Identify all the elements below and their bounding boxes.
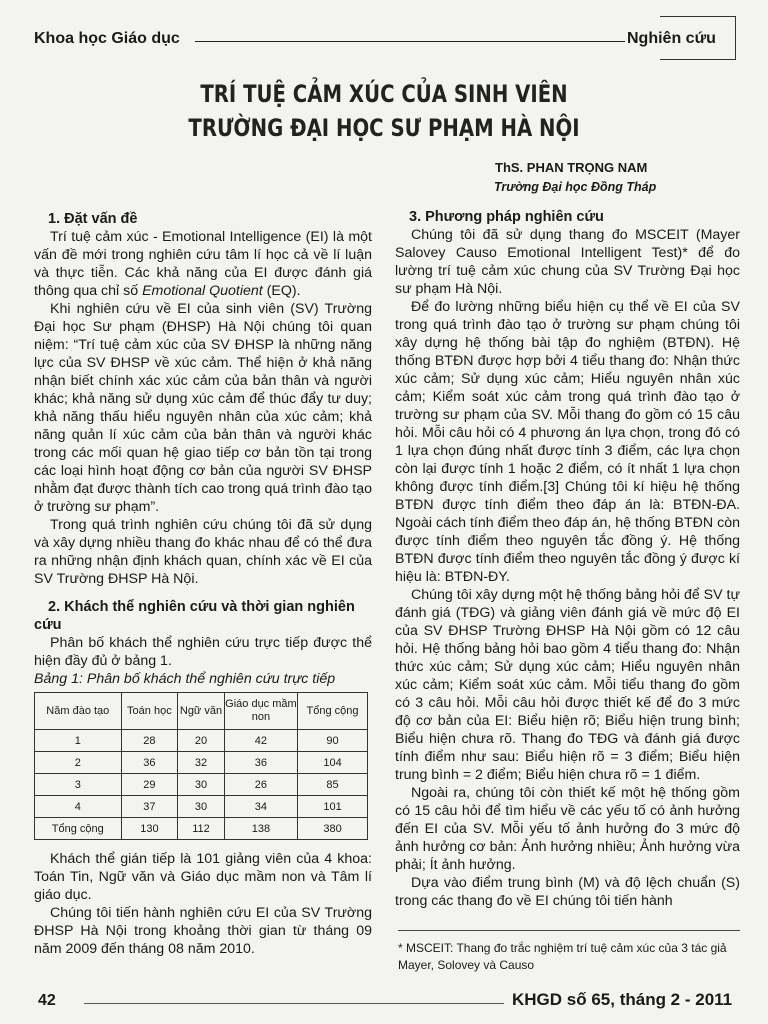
- section-2-paragraph-3: Chúng tôi tiến hành nghiên cứu EI của SV Trường ĐHSP Hà Nội trong khoảng thời gian từ tháng 09 năm 2009 đến tháng 08 năm 2010.: [34, 905, 372, 957]
- table-cell: 90: [298, 730, 368, 752]
- table-cell: 37: [121, 796, 178, 818]
- table-header-cell: Năm đào tạo: [35, 693, 122, 730]
- journal-section: Khoa học Giáo dục: [34, 30, 180, 47]
- table-cell: 2: [35, 752, 122, 774]
- table-cell: 138: [224, 818, 297, 840]
- table-header-row: [35, 693, 368, 730]
- article-title-line-2: TRƯỜNG ĐẠI HỌC SƯ PHẠM HÀ NỘI: [188, 114, 580, 142]
- table-cell: 130: [121, 818, 178, 840]
- section-3-paragraph-2: Để đo lường những biểu hiện cụ thể về EI của SV trong quá trình đào tạo ở trường sư phạm chúng tôi xây dựng hệ thống bài tập đo nghiệm (BTĐN). Hệ thống BTĐN được hợp bởi 4 tiểu thang đo: Nhận thức xúc cảm; Sử dụng xúc cảm; Hiểu nguyên nhân xúc cảm; Kiểm soát xúc cảm trong quá trình đào tạo ở trường sư phạm của SV. Mỗi thang đo gồm có 15 câu hỏi. Mỗi câu hỏi có 4 phương án lựa chọn, trong đó có 1 lựa chọn đúng nhất được tính 3 điểm, các lựa chọn còn lại được tính 1 hoặc 2 điểm, có ít nhất 1 lựa chọn không được tính điểm.[3] Chúng tôi kí hiệu hệ thống BTĐN được tính điểm theo đáp án là: BTĐN-ĐA. Ngoài cách tính điểm theo đáp án, hệ thống BTĐN còn được tính điểm theo nguyên tắc đồng ý. Hệ thống BTĐN được tính điểm theo nguyên tắc đồng ý được kí hiệu là: BTĐN-ĐY.: [395, 299, 740, 585]
- table-cell: 30: [178, 796, 225, 818]
- header-rule: [195, 41, 625, 42]
- table-cell: 112: [178, 818, 225, 840]
- table-header-cell: Tổng cộng: [298, 693, 368, 730]
- section-1-heading: 1. Đặt vấn đề: [48, 211, 138, 227]
- section-1-paragraph-2: Khi nghiên cứu về EI của sinh viên (SV) Trường Đại học Sư phạm (ĐHSP) Hà Nội chúng tôi quan niệm: “Trí tuệ cảm xúc của SV ĐHSP là những năng lực của SV ĐHSP về xúc cảm. Thể hiện ở khả năng nhận biết chính xác xúc cảm của bản thân và người khác; khả năng sử dụng xúc cảm để thúc đẩy tư duy; khả năng thấu hiểu nguyên nhân của xúc cảm; khả năng quản lí xúc cảm của bản thân và người khác trong các mối quan hệ giao tiếp cơ bản tồn tại trong các loại hình hoạt động cơ bản của người SV ĐHSP nhằm đạt được thành tích cao trong quá trình đào tạo ở trường sư phạm”.: [34, 301, 372, 515]
- table-cell: 36: [224, 752, 297, 774]
- section-2-heading: 2. Khách thể nghiên cứu và thời gian nghiên cứu: [34, 599, 355, 633]
- table-cell: 85: [298, 774, 368, 796]
- footnote-rule: [398, 930, 740, 931]
- issue-label: KHGD số 65, tháng 2 - 2011: [512, 990, 733, 1009]
- table-cell: 3: [35, 774, 122, 796]
- table-total-row: [35, 818, 368, 840]
- section-2-paragraph-1: Phân bố khách thể nghiên cứu trực tiếp được thể hiện đầy đủ ở bảng 1.: [34, 635, 372, 669]
- table-cell: 380: [298, 818, 368, 840]
- table-cell: 42: [224, 730, 297, 752]
- section-1-paragraph-3: Trong quá trình nghiên cứu chúng tôi đã sử dụng và xây dựng nhiều thang đo khác nhau để có thể đưa ra những nhận định khách quan, chính xác về EI của SV Trường ĐHSP Hà Nội.: [34, 517, 372, 587]
- table-caption: Bảng 1: Phân bố khách thể nghiên cứu trực tiếp: [34, 671, 336, 687]
- right-column: [395, 208, 740, 910]
- table-cell: 4: [35, 796, 122, 818]
- table-row: [35, 796, 368, 818]
- table-header-cell: Ngữ văn: [178, 693, 225, 730]
- distribution-table: [34, 692, 368, 840]
- table-cell: 36: [121, 752, 178, 774]
- page-number: 42: [38, 992, 56, 1009]
- table-header-cell: Toán học: [121, 693, 178, 730]
- journal-category: Nghiên cứu: [627, 30, 716, 47]
- table-cell: 29: [121, 774, 178, 796]
- table-cell: Tổng cộng: [35, 818, 122, 840]
- table-cell: 101: [298, 796, 368, 818]
- author-name: ThS. PHAN TRỌNG NAM: [495, 160, 648, 175]
- table-cell: 34: [224, 796, 297, 818]
- table-cell: 32: [178, 752, 225, 774]
- section-3-paragraph-3: Chúng tôi xây dựng một hệ thống bảng hỏi để SV tự đánh giá (TĐG) và giảng viên đánh giá về mức độ EI của SV ĐHSP Trường ĐHSP Hà Nội gồm có 12 câu hỏi. Hệ thống bảng hỏi bao gồm 4 tiểu thang đo: Nhận thức xúc cảm; Sử dụng xúc cảm; Hiểu nguyên nhân xúc cảm; Kiểm soát xúc cảm. Mỗi tiểu thang đo gồm có 3 câu hỏi. Mỗi câu hỏi được thiết kế để đo 3 mức độ cơ bản của EI: Biểu hiện rõ; Biểu hiện trung bình; Biểu hiện chưa rõ. Thang đo TĐG và đánh giá được tính điểm như sau: Biểu hiện rõ = 3 điểm; Biểu hiện trung bình = 2 điểm; Biểu hiện chưa rõ = 1 điểm.: [395, 587, 740, 783]
- table-row: [35, 774, 368, 796]
- table-cell: 30: [178, 774, 225, 796]
- table-cell: 26: [224, 774, 297, 796]
- section-3-paragraph-1: Chúng tôi đã sử dụng thang đo MSCEIT (Mayer Salovey Causo Emotional Intelligent Test)* để đo lường trí tuệ cảm xúc chung của SV Trường Đại học sư phạm Hà Nội.: [395, 227, 740, 297]
- footnote: * MSCEIT: Thang đo trắc nghiệm trí tuệ cảm xúc của 3 tác giả Mayer, Solovey và Causo: [398, 941, 727, 972]
- footer-rule: [84, 1003, 504, 1004]
- section-3-heading: 3. Phương pháp nghiên cứu: [409, 209, 604, 225]
- table-row: [35, 752, 368, 774]
- table-cell: 20: [178, 730, 225, 752]
- author-affiliation: Trường Đại học Đồng Tháp: [494, 180, 657, 194]
- table-cell: 104: [298, 752, 368, 774]
- table-row: [35, 730, 368, 752]
- table-cell: 1: [35, 730, 122, 752]
- left-column: [34, 210, 372, 958]
- section-1-paragraph-1: Trí tuệ cảm xúc - Emotional Intelligence (EI) là một vấn đề mới trong nghiên cứu tâm lí học cả về lí luận và thực tiễn. Các khả năng của EI được đánh giá thông qua chỉ số Emotional Quotient (EQ).: [34, 229, 372, 299]
- table-header-cell: Giáo dục mầm non: [224, 693, 297, 730]
- section-3-paragraph-4: Ngoài ra, chúng tôi còn thiết kế một hệ thống gồm có 15 câu hỏi để tìm hiểu về các yếu tố có ảnh hưởng đến EI của SV. Mỗi yếu tố ảnh hưởng đo 3 mức độ ảnh hưởng cơ bản: Ảnh hưởng nhiều; Ảnh hưởng vừa phải; Ít ảnh hưởng.: [395, 785, 740, 873]
- section-2-paragraph-2: Khách thể gián tiếp là 101 giảng viên của 4 khoa: Toán Tin, Ngữ văn và Giáo dục mầm non và Tâm lí giáo dục.: [34, 851, 372, 903]
- section-3-paragraph-5: Dựa vào điểm trung bình (M) và độ lệch chuẩn (S) trong các thang đo về EI chúng tôi tiến hành: [395, 875, 740, 909]
- article-title-line-1: TRÍ TUỆ CẢM XÚC CỦA SINH VIÊN: [200, 80, 568, 108]
- table-cell: 28: [121, 730, 178, 752]
